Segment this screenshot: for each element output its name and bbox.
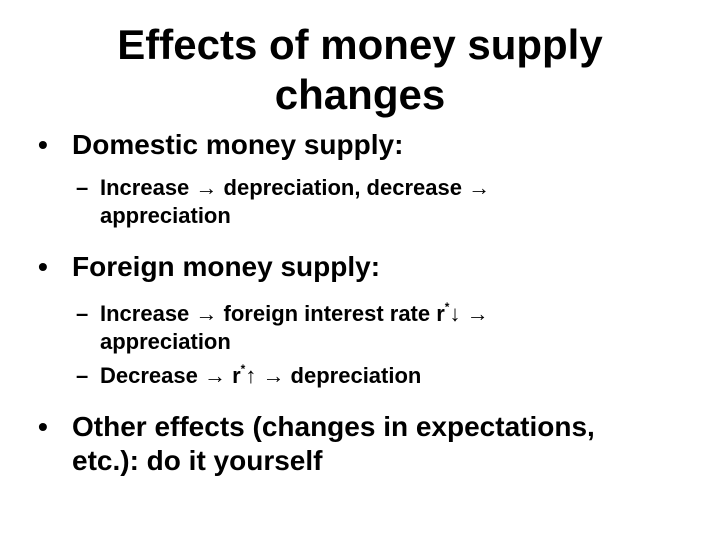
- bullet-marker: •: [38, 251, 48, 282]
- dash-marker: –: [76, 363, 89, 388]
- bullet-text: Domestic money supply:: [72, 129, 404, 160]
- sub-bullet-line-1b: ↓ →: [449, 301, 489, 326]
- bullet-foreign-money-supply: [38, 250, 698, 284]
- bullet-list: [38, 128, 698, 478]
- sub-bullet-foreign-decrease: [38, 362, 698, 390]
- title-line-2: changes: [274, 71, 446, 118]
- bullet-domestic-money-supply: [38, 128, 698, 162]
- bullet-text-line-1: Other effects (changes in expectations,: [72, 411, 595, 442]
- bullet-marker: •: [38, 129, 48, 160]
- sub-bullet-text-b: ↑ → depreciation: [245, 363, 422, 388]
- sub-bullet-domestic-effect: [38, 174, 698, 230]
- title-line-1: Effects of money supply: [117, 21, 603, 68]
- sub-bullet-line-2: appreciation: [100, 329, 231, 354]
- sub-bullet-line-1a: Increase → foreign interest rate r: [100, 301, 445, 326]
- sub-bullet-line-1: Increase → depreciation, decrease →: [100, 175, 491, 200]
- bullet-other-effects: [38, 410, 698, 478]
- bullet-text-line-2: etc.): do it yourself: [72, 445, 323, 476]
- sub-bullet-text-a: Decrease → r: [100, 363, 241, 388]
- sub-bullet-foreign-increase: [38, 300, 698, 356]
- dash-marker: –: [76, 301, 89, 326]
- bullet-marker: •: [38, 411, 48, 442]
- asterisk-superscript: *: [444, 300, 450, 314]
- dash-marker: –: [76, 175, 89, 200]
- slide-title: [0, 20, 720, 120]
- bullet-text: Foreign money supply:: [72, 251, 381, 282]
- sub-bullet-line-2: appreciation: [100, 203, 231, 228]
- asterisk-superscript: *: [240, 362, 246, 376]
